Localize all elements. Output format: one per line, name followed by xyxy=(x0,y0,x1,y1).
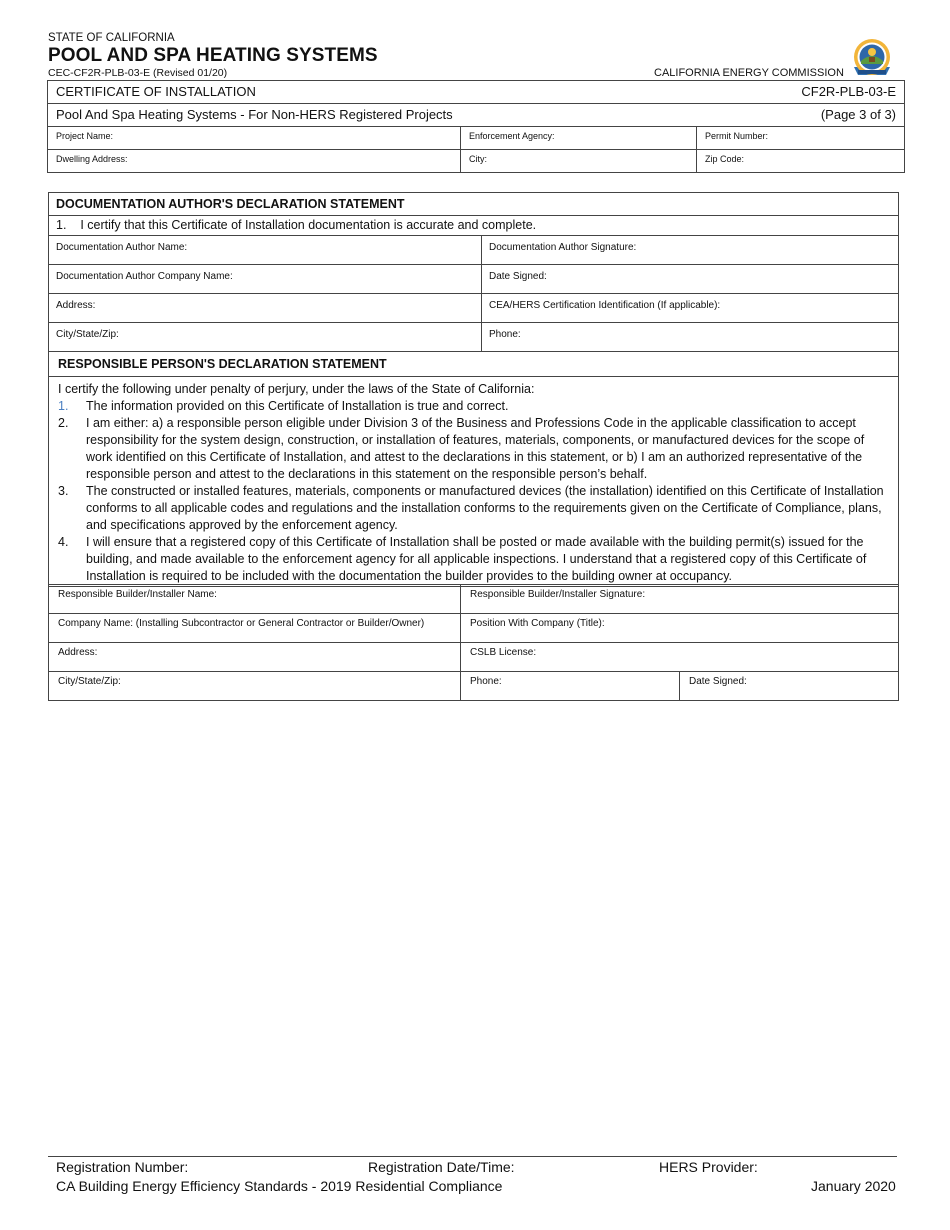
hers-provider-label: HERS Provider: xyxy=(659,1159,758,1175)
doc-author-date-field[interactable] xyxy=(482,265,899,294)
doc-author-statement xyxy=(49,216,899,236)
responsible-city-field[interactable] xyxy=(49,672,461,701)
registration-number-label: Registration Number: xyxy=(56,1159,189,1175)
item-text: The constructed or installed features, materials, components or manufactured devices (the installation) identified on this Certificate of Installation conforms to all applicable codes and regulations and the installation conforms to the requirements given on the Certificate of Compliance, plans, and specifications approved by the enforcement agency. xyxy=(86,484,884,532)
item-number: 3. xyxy=(58,484,69,498)
doc-author-signature-label: Documentation Author Signature: xyxy=(489,242,637,253)
doc-author-address-field[interactable] xyxy=(49,294,482,323)
form-code: CF2R-PLB-03-E xyxy=(801,84,896,99)
responsible-statement xyxy=(49,377,899,587)
list-item xyxy=(58,398,889,415)
responsible-date-label: Date Signed: xyxy=(689,676,747,687)
doc-author-company-label: Documentation Author Company Name: xyxy=(56,271,233,282)
energy-commission-seal-icon xyxy=(848,37,896,79)
responsible-date-field[interactable] xyxy=(680,672,899,701)
responsible-address-label: Address: xyxy=(58,647,98,658)
doc-author-phone-field[interactable] xyxy=(482,323,899,352)
doc-author-city-field[interactable] xyxy=(49,323,482,352)
dwelling-address-label: Dwelling Address: xyxy=(56,154,128,164)
item-text: The information provided on this Certificate of Installation is true and correct. xyxy=(86,399,509,413)
cslb-license-label: CSLB License: xyxy=(470,647,537,658)
page-number: (Page 3 of 3) xyxy=(820,107,896,122)
responsible-address-field[interactable] xyxy=(49,643,461,672)
commission-name: CALIFORNIA ENERGY COMMISSION xyxy=(654,67,844,79)
doc-author-phone-label: Phone: xyxy=(489,329,521,340)
responsible-intro: I certify the following under penalty of perjury, under the laws of the State of California: xyxy=(58,382,535,396)
doc-author-heading: DOCUMENTATION AUTHOR'S DECLARATION STATEMENT xyxy=(49,193,899,216)
city-label: City: xyxy=(469,154,487,164)
responsible-name-field[interactable] xyxy=(49,585,461,614)
item-text: I am either: a) a responsible person eligible under Division 3 of the Business and Professions Code in the applicable classification to accept responsibility for the system design, construction, or installation of features, materials, components, or manufactured devices for the scope of work identified on this Certificate of Installation, and attest to the declarations in this statement, or b) I am an authorized representative of the responsible person and attest to the declarations in this statement on the responsible person’s behalf. xyxy=(86,416,865,481)
zip-code-label: Zip Code: xyxy=(705,154,745,164)
footer-divider xyxy=(48,1156,897,1157)
footer-date: January 2020 xyxy=(811,1178,896,1194)
cert-id-field[interactable] xyxy=(482,294,899,323)
responsible-phone-label: Phone: xyxy=(470,676,502,687)
standards-label: CA Building Energy Efficiency Standards - 2019 Residential Compliance xyxy=(56,1178,503,1194)
item-number: 2. xyxy=(58,416,69,430)
registration-datetime-label: Registration Date/Time: xyxy=(368,1159,515,1175)
city-field[interactable] xyxy=(461,150,697,173)
project-name-label: Project Name: xyxy=(56,131,114,141)
position-label: Position With Company (Title): xyxy=(470,618,605,629)
responsible-heading: RESPONSIBLE PERSON'S DECLARATION STATEMENT xyxy=(49,352,899,377)
doc-author-address-label: Address: xyxy=(56,300,96,311)
position-field[interactable] xyxy=(461,614,899,643)
form-subtitle: Pool And Spa Heating Systems - For Non-HERS Registered Projects xyxy=(56,107,453,122)
project-name-field[interactable] xyxy=(48,127,461,150)
list-item xyxy=(58,415,889,483)
responsible-phone-field[interactable] xyxy=(461,672,680,701)
permit-number-field[interactable] xyxy=(697,127,905,150)
enforcement-agency-label: Enforcement Agency: xyxy=(469,131,555,141)
responsible-name-label: Responsible Builder/Installer Name: xyxy=(58,589,217,600)
enforcement-agency-field[interactable] xyxy=(461,127,697,150)
certificate-header-table xyxy=(47,80,905,173)
responsible-fields-table xyxy=(48,584,899,701)
subtitle-row xyxy=(48,104,905,127)
permit-number-label: Permit Number: xyxy=(705,131,769,141)
responsible-city-label: City/State/Zip: xyxy=(58,676,121,687)
declaration-table xyxy=(48,192,899,587)
responsible-items-list xyxy=(58,398,889,585)
doc-author-name-label: Documentation Author Name: xyxy=(56,242,188,253)
doc-author-company-field[interactable] xyxy=(49,265,482,294)
zip-code-field[interactable] xyxy=(697,150,905,173)
item-text: I will ensure that a registered copy of this Certificate of Installation shall be posted or made available with the building permit(s) issued for the building, and made available to the enforcement agency for all applicable inspections. I understand that a registered copy of this Certificate of Installation is required to be included with the documentation the builder provides to the building owner at occupancy. xyxy=(86,535,867,583)
list-item xyxy=(58,483,889,534)
form-revision: CEC-CF2R-PLB-03-E (Revised 01/20) xyxy=(48,67,228,79)
responsible-signature-field[interactable] xyxy=(461,585,899,614)
form-title: POOL AND SPA HEATING SYSTEMS xyxy=(48,45,378,66)
doc-author-date-label: Date Signed: xyxy=(489,271,547,282)
doc-author-city-label: City/State/Zip: xyxy=(56,329,119,340)
item-number: 1. xyxy=(58,399,69,413)
company-name-label: Company Name: (Installing Subcontractor or General Contractor or Builder/Owner) xyxy=(58,618,425,629)
responsible-signature-label: Responsible Builder/Installer Signature: xyxy=(470,589,646,600)
company-name-field[interactable] xyxy=(49,614,461,643)
dwelling-address-field[interactable] xyxy=(48,150,461,173)
doc-author-statement-text: I certify that this Certificate of Installation documentation is accurate and complete. xyxy=(80,218,537,232)
doc-author-signature-field[interactable] xyxy=(482,236,899,265)
cert-id-label: CEA/HERS Certification Identification (If applicable): xyxy=(489,300,721,311)
doc-author-statement-number: 1. xyxy=(56,218,67,232)
item-number: 4. xyxy=(58,535,69,549)
cslb-license-field[interactable] xyxy=(461,643,899,672)
state-label: STATE OF CALIFORNIA xyxy=(48,32,175,44)
doc-author-name-field[interactable] xyxy=(49,236,482,265)
certificate-title: CERTIFICATE OF INSTALLATION xyxy=(56,84,256,99)
list-item xyxy=(58,534,889,585)
certificate-title-row xyxy=(48,81,905,104)
